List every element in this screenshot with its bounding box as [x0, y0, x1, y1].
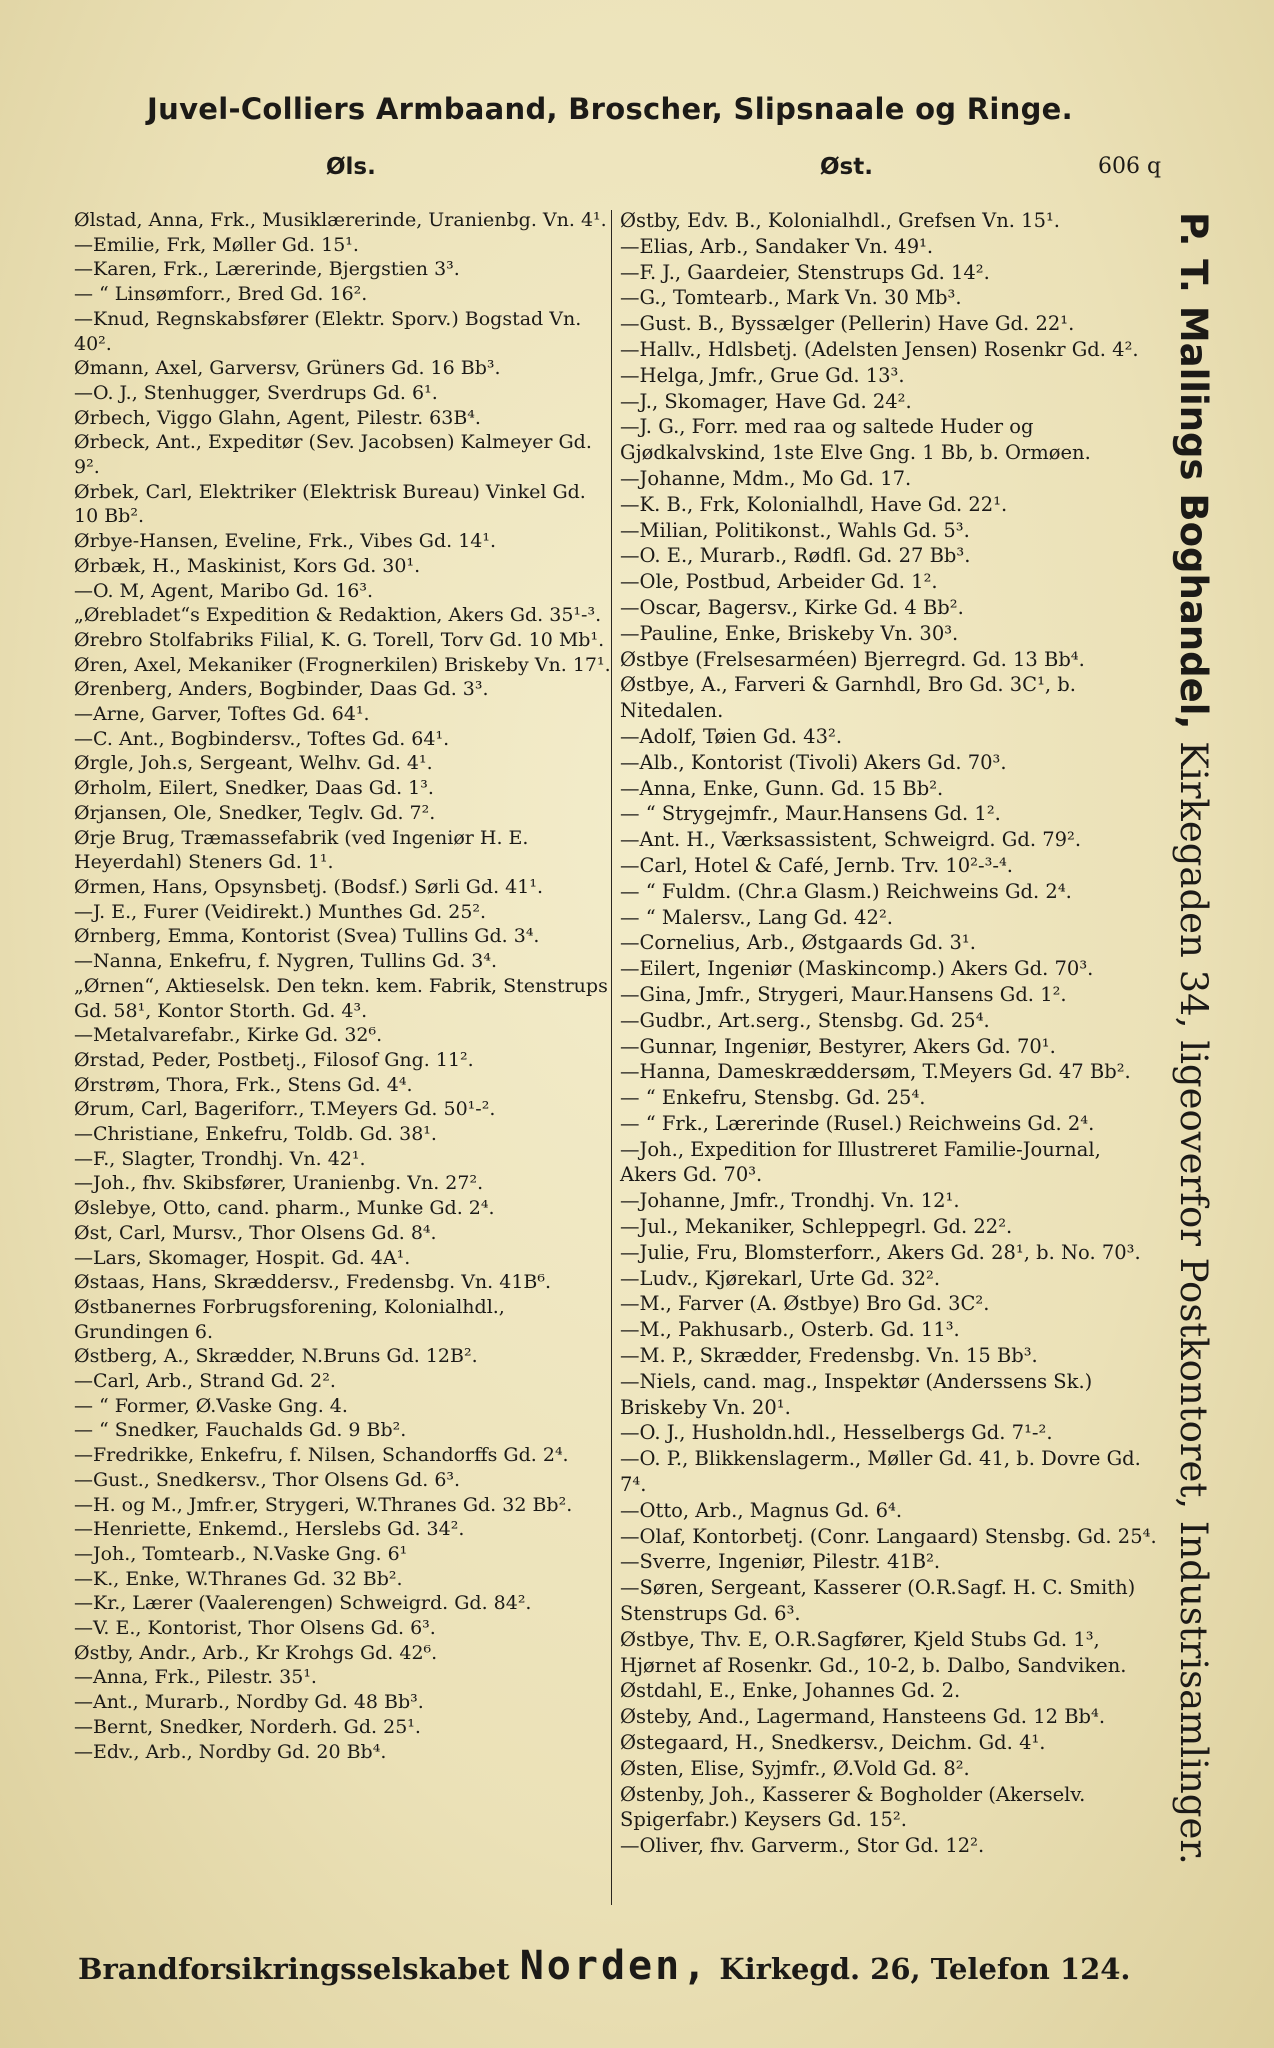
directory-entry: —M. P., Skrædder, Fredensbg. Vn. 15 Bb³. — [620, 1344, 1038, 1368]
directory-entry: Ørebro Stolfabriks Filial, K. G. Torell, Torv Gd. 10 Mb¹. — [74, 628, 605, 651]
directory-entry: —Emilie, Frk, Møller Gd. 15¹. — [74, 233, 359, 256]
directory-entry: —Anna, Frk., Pilestr. 35¹. — [74, 1666, 317, 1689]
directory-entry: —O. E., Murarb., Rødfl. Gd. 27 Bb³. — [620, 544, 971, 568]
directory-entry: —F., Slagter, Trondhj. Vn. 42¹. — [74, 1147, 366, 1170]
directory-entry: — “ Enkefru, Stensbg. Gd. 25⁴. — [620, 1086, 926, 1110]
directory-entry: —Gudbr., Art.serg., Stensbg. Gd. 25⁴. — [620, 1008, 990, 1032]
left-column-heading: Øls. — [326, 154, 376, 180]
column-divider — [611, 210, 612, 1905]
directory-entry: Ørstad, Peder, Postbetj., Filosof Gng. 11². — [74, 1048, 474, 1071]
directory-entry: —Metalvarefabr., Kirke Gd. 32⁶. — [74, 1024, 383, 1047]
directory-entry: —Oliver, fhv. Garverm., Stor Gd. 12². — [620, 1834, 985, 1858]
directory-entry: —Julie, Fru, Blomsterforr., Akers Gd. 28¹, b. No. 70³. — [620, 1240, 1141, 1264]
directory-entry: — “ Linsømforr., Bred Gd. 16². — [74, 283, 368, 306]
directory-entry: —G., Tomtearb., Mark Vn. 30 Mb³. — [620, 286, 962, 310]
directory-entry: —J. E., Furer (Veidirekt.) Munthes Gd. 25². — [74, 900, 487, 923]
directory-entry: —O. J., Husholdn.hdl., Hesselbergs Gd. 7¹-². — [620, 1421, 1053, 1445]
directory-entry: —Søren, Sergeant, Kasserer (O.R.Sagf. H. C. Smith) Stenstrups Gd. 6³. — [620, 1576, 1136, 1626]
top-advertisement-banner: Juvel-Colliers Armbaand, Broscher, Slipsnaale og Ringe. — [147, 92, 1073, 126]
directory-entry: —Gunnar, Ingeniør, Bestyrer, Akers Gd. 70¹. — [620, 1034, 1056, 1058]
directory-entry: —Ant. H., Værksassistent, Schweigrd. Gd. 79². — [620, 828, 1082, 852]
directory-entry: „Ørebladet“s Expedition & Redaktion, Akers Gd. 35¹-³. — [74, 604, 602, 627]
directory-entry: —F. J., Gaardeier, Stenstrups Gd. 14². — [620, 260, 990, 284]
directory-entry: Østaas, Hans, Skræddersv., Fredensbg. Vn. 41B⁶. — [74, 1271, 552, 1294]
directory-entry: Østenby, Joh., Kasserer & Bogholder (Akerselv. Spigerfabr.) Keysers Gd. 15². — [620, 1782, 1086, 1832]
directory-entry: —O. P., Blikkenslagerm., Møller Gd. 41, b. Dovre Gd. 7⁴. — [620, 1447, 1141, 1497]
directory-entry: Ørnberg, Emma, Kontorist (Svea) Tullins Gd. 3⁴. — [74, 925, 540, 948]
directory-entry: —Adolf, Tøien Gd. 43². — [620, 724, 843, 748]
side-ad-address: Kirkegaden 34, ligeoverfor Postkontoret, Industrisamlinger. — [1172, 741, 1215, 1865]
directory-entry: —O. M, Agent, Maribo Gd. 16³. — [74, 579, 373, 602]
directory-entry: —Elias, Arb., Sandaker Vn. 49¹. — [620, 234, 934, 258]
directory-entry: —M., Pakhusarb., Osterb. Gd. 11³. — [620, 1318, 960, 1342]
directory-entry: —Helga, Jmfr., Grue Gd. 13³. — [620, 363, 905, 387]
directory-entry: — “ Frk., Lærerinde (Rusel.) Reichweins Gd. 2⁴. — [620, 1111, 1095, 1135]
directory-entry: Østbye, A., Farveri & Garnhdl, Bro Gd. 3C¹, b. Nitedalen. — [620, 673, 1076, 723]
directory-entry: —Eilert, Ingeniør (Maskincomp.) Akers Gd. 70³. — [620, 957, 1094, 981]
directory-entry: Østen, Elise, Syjmfr., Ø.Vold Gd. 8². — [620, 1756, 970, 1780]
directory-entry: —Milian, Politikonst., Wahls Gd. 5³. — [620, 518, 970, 542]
directory-entry: —Lars, Skomager, Hospit. Gd. 4A¹. — [74, 1246, 411, 1269]
directory-entry: Ørbæk, H., Maskinist, Kors Gd. 30¹. — [74, 554, 421, 577]
directory-entry: Østby, Edv. B., Kolonialhdl., Grefsen Vn. 15¹. — [620, 209, 1060, 232]
directory-entry: —Joh., fhv. Skibsfører, Uranienbg. Vn. 27². — [74, 1172, 484, 1195]
directory-entry: —Arne, Garver, Toftes Gd. 64¹. — [74, 703, 370, 726]
directory-entry: —Niels, cand. mag., Inspektør (Anderssens Sk.) Briskeby Vn. 20¹. — [620, 1369, 1093, 1419]
directory-entry: —Joh., Expedition for Illustreret Familie-Journal, Akers Gd. 70³. — [620, 1137, 1101, 1187]
directory-entry: Østbanernes Forbrugsforening, Kolonialhdl., Grundingen 6. — [74, 1295, 505, 1343]
directory-entry: —Christiane, Enkefru, Toldb. Gd. 38¹. — [74, 1123, 437, 1146]
directory-entry: —Ant., Murarb., Nordby Gd. 48 Bb³. — [74, 1691, 424, 1714]
directory-entry: —Olaf, Kontorbetj. (Conr. Langaard) Stensbg. Gd. 25⁴. — [620, 1524, 1157, 1548]
left-column-entries — [74, 208, 612, 1764]
directory-entry: —Joh., Tomtearb., N.Vaske Gng. 6¹ — [74, 1542, 408, 1565]
directory-entry: —Kr., Lærer (Vaalerengen) Schweigrd. Gd. 84². — [74, 1592, 532, 1615]
directory-entry: Øslebye, Otto, cand. pharm., Munke Gd. 2⁴. — [74, 1197, 495, 1220]
directory-entry: — “ Former, Ø.Vaske Gng. 4. — [74, 1394, 348, 1417]
directory-entry: — “ Snedker, Fauchalds Gd. 9 Bb². — [74, 1419, 407, 1442]
directory-entry: Ørstrøm, Thora, Frk., Stens Gd. 4⁴. — [74, 1073, 413, 1096]
directory-entry: —Fredrikke, Enkefru, f. Nilsen, Schandorffs Gd. 2⁴. — [74, 1444, 569, 1467]
directory-entry: —Carl, Hotel & Café, Jernb. Trv. 10²-³-⁴. — [620, 853, 1013, 877]
directory-entry: Ørbeck, Ant., Expeditør (Sev. Jacobsen) Kalmeyer Gd. 9². — [74, 431, 592, 479]
directory-entry: —Alb., Kontorist (Tivoli) Akers Gd. 70³. — [620, 750, 1007, 774]
directory-entry: —C. Ant., Bogbindersv., Toftes Gd. 64¹. — [74, 727, 450, 750]
directory-entry: Ørbye-Hansen, Eveline, Frk., Vibes Gd. 14¹. — [74, 530, 497, 553]
directory-entry: Øst, Carl, Mursv., Thor Olsens Gd. 8⁴. — [74, 1221, 437, 1244]
directory-entry: Østeby, And., Lagermand, Hansteens Gd. 12 Bb⁴. — [620, 1705, 1106, 1729]
directory-entry: —V. E., Kontorist, Thor Olsens Gd. 6³. — [74, 1617, 436, 1640]
directory-entry: —O. J., Stenhugger, Sverdrups Gd. 6¹. — [74, 381, 438, 404]
directory-entry: Ørum, Carl, Bageriforr., T.Meyers Gd. 50¹-². — [74, 1098, 496, 1121]
directory-entry: Østbye (Frelsesarméen) Bjerregrd. Gd. 13 Bb⁴. — [620, 647, 1085, 671]
directory-entry: —K. B., Frk, Kolonialhdl, Have Gd. 22¹. — [620, 492, 1008, 516]
directory-entry: —Pauline, Enke, Briskeby Vn. 30³. — [620, 621, 959, 645]
directory-entry: Østby, Andr., Arb., Kr Krohgs Gd. 42⁶. — [74, 1641, 438, 1664]
directory-entry: Østberg, A., Skrædder, N.Bruns Gd. 12B². — [74, 1345, 478, 1368]
bottom-advertisement-banner — [78, 1943, 1158, 1989]
directory-entry: —K., Enke, W.Thranes Gd. 32 Bb². — [74, 1567, 403, 1590]
directory-entry: —Hanna, Dameskræddersøm, T.Meyers Gd. 47 Bb². — [620, 1060, 1131, 1084]
page-number: 606 q — [1098, 154, 1162, 179]
directory-entry: Østbye, Thv. E, O.R.Sagfører, Kjeld Stubs Gd. 1³, Hjørnet af Rosenkr. Gd., 10-2, b. Dalbo, Sandviken. — [620, 1627, 1127, 1677]
directory-entry: —J., Skomager, Have Gd. 24². — [620, 389, 912, 413]
directory-entry: „Ørnen“, Aktieselsk. Den tekn. kem. Fabrik, Stenstrups Gd. 58¹, Kontor Storth. Gd. 4³. — [74, 974, 608, 1022]
directory-entry: Ørgle, Joh.s, Sergeant, Welhv. Gd. 4¹. — [74, 752, 433, 775]
directory-entry: —Carl, Arb., Strand Gd. 2². — [74, 1370, 336, 1393]
directory-entry: Ørbek, Carl, Elektriker (Elektrisk Bureau) Vinkel Gd. 10 Bb². — [74, 480, 586, 528]
directory-entry: — “ Strygejmfr., Maur.Hansens Gd. 1². — [620, 802, 1001, 826]
directory-entry: — “ Fuldm. (Chr.a Glasm.) Reichweins Gd. 2⁴. — [620, 879, 1072, 903]
directory-entry: —Jul., Mekaniker, Schleppegrl. Gd. 22². — [620, 1215, 1013, 1239]
directory-entry: —Sverre, Ingeniør, Pilestr. 41B². — [620, 1550, 941, 1574]
directory-entry: —Oscar, Bagersv., Kirke Gd. 4 Bb². — [620, 595, 964, 619]
footer-brand: Norden, — [519, 1943, 710, 1989]
directory-entry: —H. og M., Jmfr.er, Strygeri, W.Thranes Gd. 32 Bb². — [74, 1493, 573, 1516]
directory-entry: —Edv., Arb., Nordby Gd. 20 Bb⁴. — [74, 1740, 387, 1763]
footer-company: Brandforsikringsselskabet — [78, 1952, 510, 1986]
directory-entry: —Bernt, Snedker, Norderh. Gd. 25¹. — [74, 1715, 421, 1738]
directory-entry: Ørje Brug, Træmassefabrik (ved Ingeniør H. E. Heyerdahl) Steners Gd. 1¹. — [74, 826, 529, 874]
side-advertisement — [1172, 212, 1215, 1902]
directory-entry: Ørholm, Eilert, Snedker, Daas Gd. 1³. — [74, 777, 434, 800]
footer-address: Kirkegd. 26, Telefon 124. — [719, 1952, 1131, 1986]
directory-entry: —Hallv., Hdlsbetj. (Adelsten Jensen) Rosenkr Gd. 4². — [620, 337, 1139, 361]
right-column-heading: Øst. — [820, 154, 873, 180]
directory-entry: — “ Malersv., Lang Gd. 42². — [620, 905, 893, 929]
directory-entry: Ørmen, Hans, Opsynsbetj. (Bodsf.) Sørli Gd. 41¹. — [74, 875, 543, 898]
directory-entry: —Anna, Enke, Gunn. Gd. 15 Bb². — [620, 776, 944, 800]
directory-entry: Østdahl, E., Enke, Johannes Gd. 2. — [620, 1679, 961, 1703]
directory-entry: —Johanne, Jmfr., Trondhj. Vn. 12¹. — [620, 1189, 960, 1213]
directory-entry: Øren, Axel, Mekaniker (Frognerkilen) Briskeby Vn. 17¹. — [74, 653, 611, 676]
directory-entry: —Ole, Postbud, Arbeider Gd. 1². — [620, 570, 938, 594]
side-ad-name: P. T. Mallings Boghandel, — [1172, 212, 1215, 730]
directory-entry: Ørbech, Viggo Glahn, Agent, Pilestr. 63B⁴. — [74, 406, 481, 429]
directory-entry: —Ludv., Kjørekarl, Urte Gd. 32². — [620, 1266, 941, 1290]
directory-entry: —Nanna, Enkefru, f. Nygren, Tullins Gd. 3⁴. — [74, 950, 498, 973]
directory-entry: —Gust. B., Byssælger (Pellerin) Have Gd. 22¹. — [620, 312, 1075, 336]
directory-entry: —J. G., Forr. med raa og saltede Huder og Gjødkalvskind, 1ste Elve Gng. 1 Bb, b. Ormøen. — [620, 415, 1091, 465]
directory-entry: —Gina, Jmfr., Strygeri, Maur.Hansens Gd. 1². — [620, 982, 1067, 1006]
directory-entry: Ørjansen, Ole, Snedker, Teglv. Gd. 7². — [74, 801, 436, 824]
directory-entry: Ølstad, Anna, Frk., Musiklærerinde, Uranienbg. Vn. 4¹. — [74, 209, 607, 231]
directory-entry: Østegaard, H., Snedkersv., Deichm. Gd. 4¹. — [620, 1731, 1046, 1755]
directory-entry: —Johanne, Mdm., Mo Gd. 17. — [620, 466, 912, 490]
directory-entry: —Gust., Snedkersv., Thor Olsens Gd. 6³. — [74, 1468, 461, 1491]
directory-entry: Ørenberg, Anders, Bogbinder, Daas Gd. 3³. — [74, 678, 489, 701]
directory-entry: —Otto, Arb., Magnus Gd. 6⁴. — [620, 1498, 903, 1522]
right-column-entries — [620, 208, 1158, 1859]
directory-entry: —Henriette, Enkemd., Herslebs Gd. 34². — [74, 1518, 465, 1541]
directory-entry: —Knud, Regnskabsfører (Elektr. Sporv.) Bogstad Vn. 40². — [74, 307, 582, 355]
directory-entry: —Cornelius, Arb., Østgaards Gd. 3¹. — [620, 931, 976, 955]
directory-entry: —M., Farver (A. Østbye) Bro Gd. 3C². — [620, 1292, 990, 1316]
directory-entry: —Karen, Frk., Lærerinde, Bjergstien 3³. — [74, 258, 460, 281]
directory-entry: Ømann, Axel, Garversv, Grüners Gd. 16 Bb³. — [74, 357, 501, 380]
